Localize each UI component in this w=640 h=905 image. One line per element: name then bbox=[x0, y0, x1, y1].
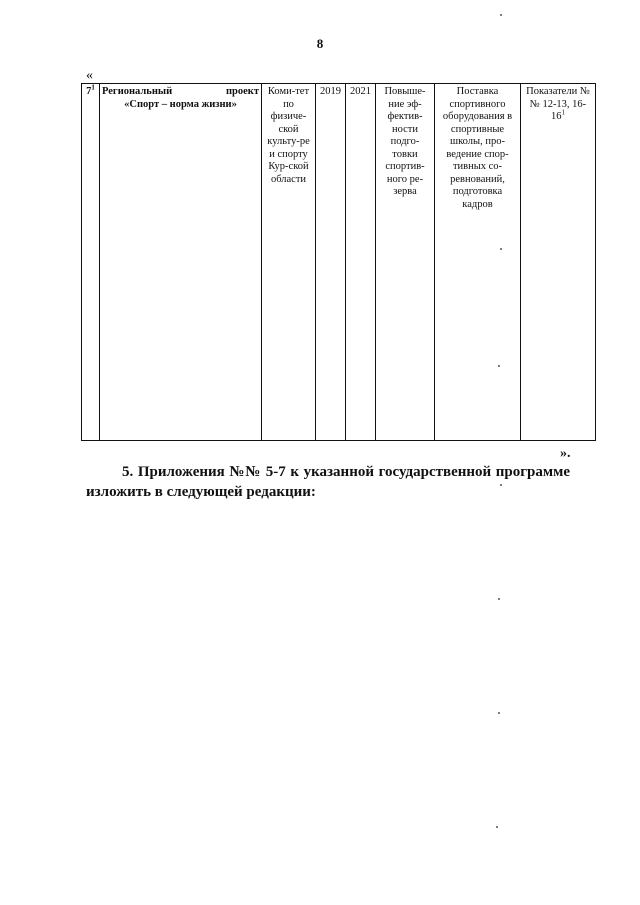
scan-speck bbox=[500, 484, 502, 486]
end-year: 2021 bbox=[350, 86, 371, 97]
result-text: Повыше-ние эф-фектив-ности подго-товки спортив-ного ре-зерва bbox=[384, 86, 426, 197]
scan-speck bbox=[496, 826, 498, 828]
scan-speck bbox=[500, 14, 502, 16]
closing-quote: ». bbox=[560, 446, 571, 461]
indicators-superscript: 1 bbox=[561, 108, 565, 117]
indicators-text: Показатели №№ 12-13, 16-16 bbox=[526, 86, 590, 122]
start-year-cell bbox=[316, 84, 346, 441]
project-name-rest: «Спорт – норма жизни» bbox=[124, 98, 237, 110]
scan-speck bbox=[500, 248, 502, 250]
opening-quote: « bbox=[86, 68, 93, 83]
end-year-cell bbox=[346, 84, 376, 441]
indicators-cell bbox=[521, 84, 596, 441]
project-name-cell bbox=[100, 84, 262, 441]
amendment-paragraph: 5. Приложения №№ 5-7 к указанной государственной программе изложить в следующей редакции: bbox=[86, 464, 570, 500]
project-name-word-2: проект bbox=[225, 86, 259, 97]
scan-speck bbox=[498, 712, 500, 714]
row-number: 7 bbox=[86, 86, 92, 97]
row-number-cell bbox=[82, 84, 100, 441]
executor-cell bbox=[262, 84, 316, 441]
executor-text: Коми-тет по физиче-ской культу-ре и спорту Кур-ской области bbox=[267, 86, 310, 185]
project-name-word-1: Региональный bbox=[102, 86, 173, 97]
table-row bbox=[82, 84, 596, 441]
content-text: Поставка спортивного оборудования в спортивные школы, про-ведение спор-тивных со-ревнований, подготовка кадров bbox=[442, 86, 513, 210]
result-cell bbox=[376, 84, 435, 441]
scan-speck bbox=[498, 598, 500, 600]
program-table bbox=[81, 83, 596, 441]
scan-speck bbox=[498, 365, 500, 367]
content-cell bbox=[435, 84, 521, 441]
row-number-superscript: 1 bbox=[91, 83, 95, 92]
page-number: 8 bbox=[316, 36, 324, 51]
start-year: 2019 bbox=[320, 86, 341, 97]
